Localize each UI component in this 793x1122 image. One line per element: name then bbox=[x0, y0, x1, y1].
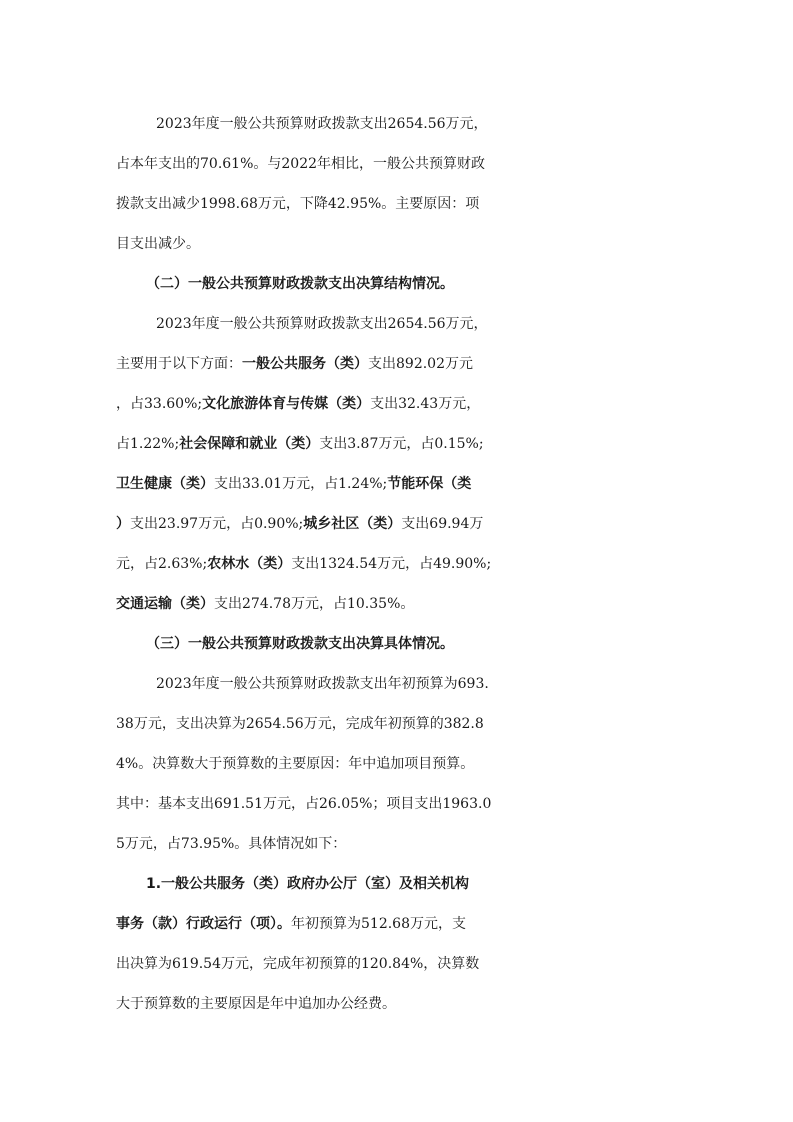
paragraph-line bbox=[0, 184, 793, 224]
text: 目支出减少。 bbox=[116, 236, 200, 252]
text: 其中：基本支出691.51万元，占26.05%；项目支出1963.0 bbox=[116, 796, 492, 812]
category-label: 节能环保（类 bbox=[387, 476, 472, 492]
text: 支出33.01万元，占1.24%; bbox=[214, 476, 388, 492]
paragraph-line bbox=[0, 984, 793, 1024]
paragraph-line bbox=[0, 504, 793, 544]
text: 2023年度一般公共预算财政拨款支出年初预算为693. bbox=[156, 676, 489, 692]
text: 支出23.97万元，占0.90%; bbox=[130, 516, 304, 532]
text: 支出1324.54万元，占49.90%; bbox=[291, 556, 492, 572]
category-label: 农林水（类） bbox=[207, 556, 292, 572]
category-label: 一般公共服务（类） bbox=[242, 356, 368, 372]
paragraph-line bbox=[0, 784, 793, 824]
text: 支出892.02万元 bbox=[368, 356, 473, 372]
category-label: 卫生健康（类） bbox=[116, 476, 214, 492]
category-label: 城乡社区（类） bbox=[303, 516, 402, 532]
text: 元，占2.63%; bbox=[116, 556, 208, 572]
text: 支出32.43万元， bbox=[370, 396, 481, 412]
paragraph-line bbox=[0, 744, 793, 784]
text: 拨款支出减少1998.68万元，下降42.95%。主要原因：项 bbox=[116, 196, 480, 212]
paragraph-line bbox=[0, 464, 793, 504]
heading-text: （二）一般公共预算财政拨款支出决算结构情况。 bbox=[146, 276, 454, 292]
category-label: 交通运输（类） bbox=[116, 596, 214, 612]
text: 38万元，支出决算为2654.56万元，完成年初预算的382.8 bbox=[116, 716, 484, 732]
section-heading-2 bbox=[0, 264, 793, 304]
text: 主要用于以下方面： bbox=[116, 356, 242, 372]
paragraph-line bbox=[0, 344, 793, 384]
text: ，占33.60%; bbox=[116, 396, 203, 412]
paragraph-line bbox=[0, 304, 793, 344]
heading-text: 事务（款）行政运行（项）。 bbox=[116, 916, 291, 932]
item-heading bbox=[0, 864, 793, 904]
paragraph-line bbox=[0, 584, 793, 624]
paragraph-line bbox=[0, 224, 793, 264]
paragraph-line bbox=[0, 704, 793, 744]
text: 占本年支出的70.61%。与2022年相比，一般公共预算财政 bbox=[116, 156, 486, 172]
paragraph-line bbox=[0, 384, 793, 424]
text: 支出69.94万 bbox=[401, 516, 484, 532]
text: 2023年度一般公共预算财政拨款支出2654.56万元， bbox=[156, 116, 488, 132]
category-label: 社会保障和就业（类） bbox=[179, 436, 320, 452]
heading-text: （三）一般公共预算财政拨款支出决算具体情况。 bbox=[146, 636, 454, 652]
paragraph-line bbox=[0, 944, 793, 984]
paragraph-line bbox=[0, 104, 793, 144]
paragraph-line bbox=[0, 664, 793, 704]
category-label: 文化旅游体育与传媒（类） bbox=[202, 396, 371, 412]
text: 4%。决算数大于预算数的主要原因：年中追加项目预算。 bbox=[116, 756, 475, 772]
text: 支出3.87万元，占0.15%; bbox=[319, 436, 484, 452]
paragraph-line bbox=[0, 544, 793, 584]
paragraph-line bbox=[0, 144, 793, 184]
text: 年初预算为512.68万元，支 bbox=[291, 916, 466, 932]
text: 支出274.78万元，占10.35%。 bbox=[214, 596, 415, 612]
section-heading-3 bbox=[0, 624, 793, 664]
category-label: ） bbox=[116, 516, 130, 532]
paragraph-line bbox=[0, 904, 793, 944]
text: 2023年度一般公共预算财政拨款支出2654.56万元， bbox=[156, 316, 488, 332]
paragraph-line bbox=[0, 424, 793, 464]
text: 5万元，占73.95%。具体情况如下： bbox=[116, 836, 347, 852]
heading-text: 1.一般公共服务（类）政府办公厅（室）及相关机构 bbox=[146, 876, 470, 892]
text: 占1.22%; bbox=[116, 436, 180, 452]
text: 大于预算数的主要原因是年中追加办公经费。 bbox=[116, 996, 396, 1012]
text: 出决算为619.54万元，完成年初预算的120.84%，决算数 bbox=[116, 956, 480, 972]
paragraph-line bbox=[0, 824, 793, 864]
